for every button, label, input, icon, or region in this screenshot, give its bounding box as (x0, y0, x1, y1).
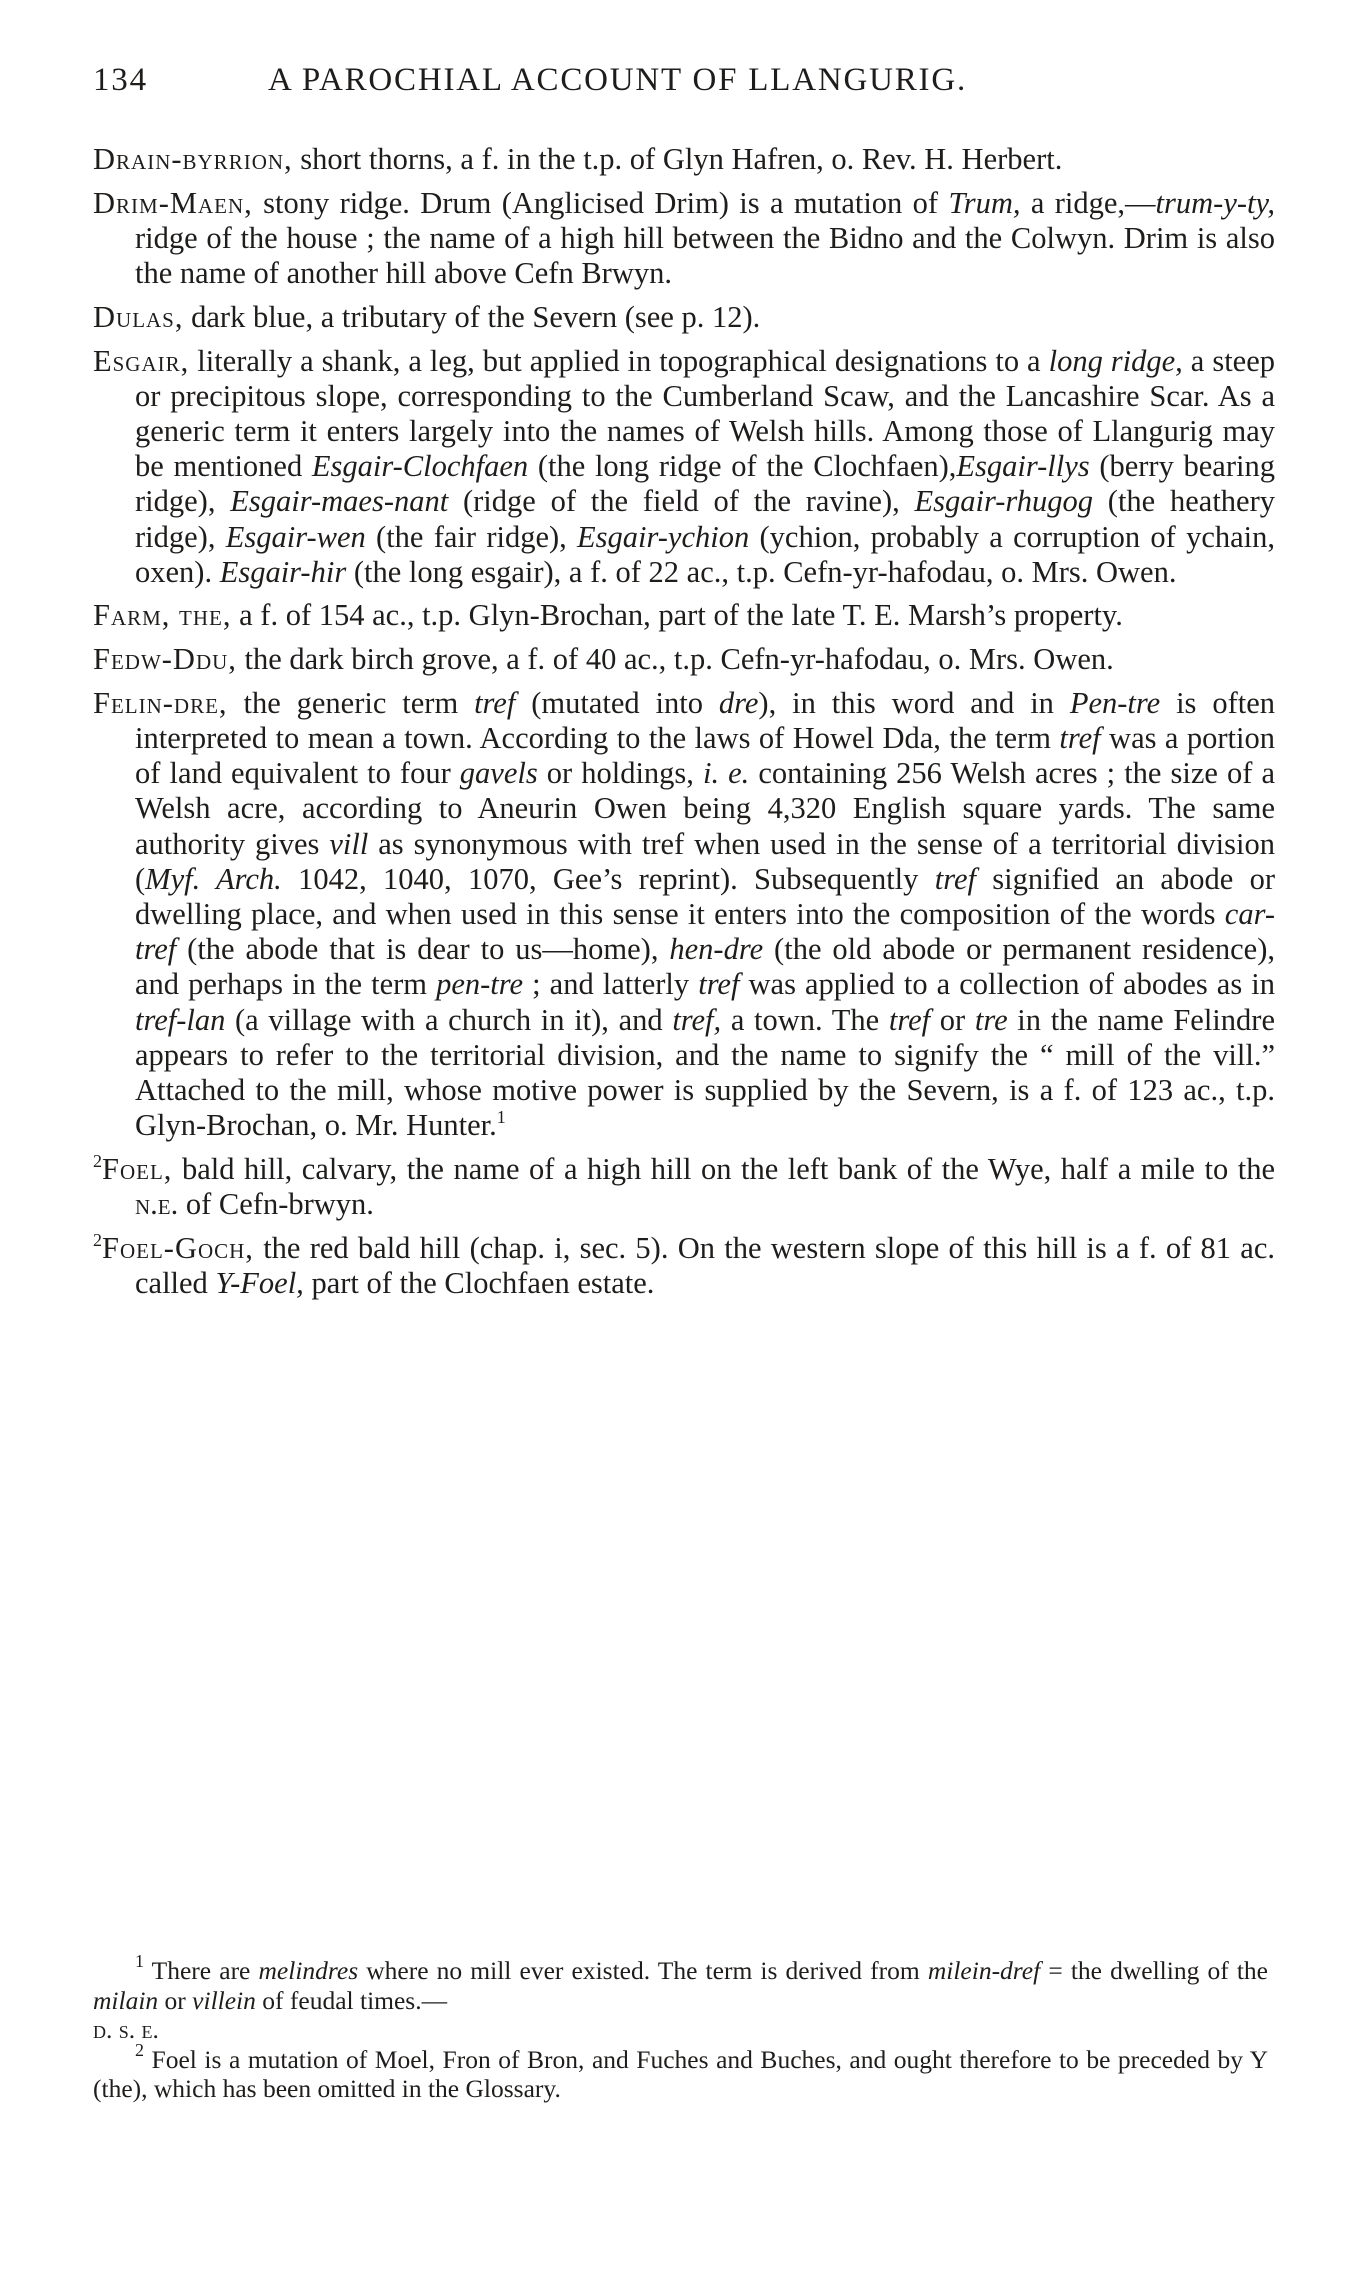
entry-text: was applied to a collection of abodes as in (739, 967, 1276, 1002)
italic-term: Trum, (948, 185, 1021, 220)
italic-term: tre (974, 1002, 1008, 1037)
italic-term: dre (718, 685, 759, 720)
entry-text: (berry bearing ridge), (135, 449, 1275, 519)
footnote-ref: 2 (93, 1150, 102, 1171)
footnote-signature: d. s. e. (93, 2015, 159, 2044)
italic-term: Esgair-Clochfaen (311, 449, 529, 484)
italic-term: long ridge, (1048, 343, 1183, 378)
entry-foel (93, 1152, 1275, 1222)
entry-text: stony ridge. Drum (Anglicised Drim) is a mutation of (252, 185, 949, 220)
entry-foel-goch (93, 1231, 1275, 1301)
italic-term: milain (93, 1985, 159, 2015)
footnote-1 (93, 1951, 1268, 2045)
entry-text: in the name Felindre appears to refer to the territorial division, and the name to signify the “ mill of the vill.” Attached to the mill, whose motive power is supplied by the Severn, is a f. of 123 ac., t.p. Glyn-Brochan, o. Mr. Hunter. (135, 1002, 1275, 1143)
italic-term: Pen-tre (1069, 685, 1161, 720)
italic-term: Esgair-ychion (577, 519, 750, 554)
headword: Drain-byrrion, (93, 142, 293, 176)
italic-term: villein (192, 1985, 256, 2015)
italic-term: hen-dre (669, 932, 764, 967)
headword: Foel, (102, 1151, 173, 1186)
entry-text: (the abode that is dear to us—home), (176, 932, 670, 967)
italic-term: vill (329, 826, 369, 861)
entry-text: (the fair ridge), (365, 519, 578, 554)
italic-term: melindres (258, 1956, 359, 1985)
entry-drim-maen (93, 186, 1275, 292)
entry-text: (the heathery ridge), (135, 484, 1276, 554)
entry-text: (a village with a church in it), and (225, 1002, 673, 1037)
italic-term: Myf. Arch. (145, 861, 282, 896)
italic-term: tref (934, 861, 976, 896)
entry-text: of Cefn-brwyn. (178, 1187, 374, 1222)
italic-term: tref (888, 1002, 931, 1037)
footnote-text: or (158, 1985, 193, 2015)
entry-text: ), in this word and in (758, 685, 1070, 720)
entry-text: part of the Clochfaen estate. (303, 1266, 655, 1301)
footnote-text: of feudal times.— (255, 1985, 448, 2015)
entry-text: (ridge of the field of the ravine), (448, 484, 915, 519)
italic-term: tref (698, 967, 740, 1002)
footnote-ref: 1 (496, 1107, 506, 1128)
entry-text: short thorns, a f. in the t.p. of Glyn Hafren, o. Rev. H. Herbert. (292, 142, 1063, 176)
footnote-text: Foel is a mutation of Moel, Fron of Bron, and Fuches and Buches, and ought therefore to be preceded by Y (the), which has been omitted in the Glossary. (93, 2044, 1268, 2103)
entry-text: literally a shank, a leg, but applied in topographical designations to a (189, 343, 1049, 378)
footnote-2 (93, 2039, 1268, 2104)
headword: Dulas, (93, 299, 184, 334)
entry-dulas (93, 300, 1275, 335)
footnote-text: = the dwelling of the (1040, 1956, 1268, 1985)
footnote-ref: 2 (93, 1229, 102, 1250)
entry-text: the dark birch grove, a f. of 40 ac., t.p. Cefn-yr-hafodau, o. Mrs. Owen. (236, 642, 1114, 677)
italic-term: Esgair-maes-nant (230, 484, 449, 519)
italic-term: car-tref (135, 897, 1275, 967)
entry-text: bald hill, calvary, the name of a high hill on the left bank of the Wye, half a mile to the (172, 1151, 1275, 1186)
entry-text: signified an abode or dwelling place, and when used in this sense it enters into the composition of the words (135, 861, 1275, 932)
entry-text: as synonymous with tref when used in the sense of a territorial division ( (135, 826, 1275, 896)
headword: Fedw-Ddu, (93, 642, 237, 677)
italic-term: trum-y-ty, (1155, 185, 1275, 220)
headword: Felin-dre, (93, 685, 228, 720)
entry-fedw-ddu (93, 642, 1275, 677)
entry-text: ridge of the house ; the name of a high hill between the Bidno and the Colwyn. Drim is also the name of another hill above Cefn Brwyn. (135, 220, 1275, 291)
abbreviation: n.e. (135, 1187, 179, 1222)
italic-term: milein-dref (927, 1956, 1041, 1985)
footnote-text: where no mill ever existed. The term is derived from (358, 1956, 928, 1985)
headword: Foel-Goch, (102, 1230, 254, 1265)
entry-text: (the long esgair), a f. of 22 ac., t.p. Cefn-yr-hafodau, o. Mrs. Owen. (346, 554, 1177, 589)
footnote-text: There are (144, 1956, 259, 1985)
glossary-body (93, 142, 1275, 1310)
entry-esgair (93, 344, 1275, 590)
entry-text: is often interpreted to mean a town. According to the laws of Howel Dda, the term (135, 685, 1275, 756)
footnotes (93, 1951, 1268, 2104)
italic-term: tref (474, 685, 516, 720)
entry-text: (the long ridge of the Clochfaen), (528, 449, 957, 484)
italic-term: Esgair-rhugog (914, 484, 1094, 519)
entry-text: the red bald hill (chap. i, sec. 5). On the western slope of this hill is a f. of 81 ac. called (135, 1230, 1275, 1301)
italic-term: tref, (672, 1002, 722, 1037)
italic-term: gavels (459, 756, 538, 791)
entry-text: the generic term (227, 685, 475, 720)
italic-term: pen-tre (436, 967, 524, 1002)
entry-text: dark blue, a tributary of the Severn (see p. 12). (183, 299, 761, 334)
italic-term: tref (1059, 721, 1101, 756)
running-title: A PAROCHIAL ACCOUNT OF LLANGURIG. (268, 62, 968, 98)
entry-text: or (930, 1002, 975, 1037)
entry-felin-dre (93, 686, 1275, 1144)
entry-text: a town. The (721, 1002, 889, 1037)
entry-text: (ychion, probably a corruption of ychain, oxen). (135, 519, 1275, 589)
headword: Esgair, (93, 343, 190, 378)
entry-text: a f. of 154 ac., t.p. Glyn-Brochan, part of the late T. E. Marsh’s property. (231, 598, 1123, 633)
headword: Farm, the, (93, 598, 232, 633)
italic-term: Esgair-wen (225, 519, 366, 554)
footnote-mark: 2 (135, 2039, 144, 2060)
entry-text: or holdings, (537, 756, 703, 791)
entry-text: containing 256 Welsh acres ; the size of a Welsh acre, according to Aneurin Owen being 4,320 English square yards. The same authority gives (135, 756, 1275, 861)
entry-farm-the (93, 598, 1275, 633)
entry-text: ; and latterly (523, 967, 699, 1002)
headword: Drim-Maen, (93, 185, 253, 220)
entry-drain-byrrion (93, 142, 1275, 177)
entry-text: a ridge,— (1020, 185, 1156, 220)
page-number: 134 (93, 62, 148, 98)
italic-term: Y-Foel, (215, 1266, 304, 1301)
italic-term: Esgair-llys (956, 449, 1090, 484)
entry-text: a steep or precipitous slope, corresponding to the Cumberland Scaw, and the Lancashire Scar. As a generic term it enters largely into the names of Welsh hills. Among those of Llangurig may be mentioned (135, 343, 1275, 484)
entry-text: (mutated into (515, 685, 719, 720)
footnote-mark: 1 (135, 1951, 144, 1971)
entry-text: 1042, 1040, 1070, Gee’s reprint). Subsequently (281, 861, 935, 896)
italic-term: tref-lan (135, 1002, 226, 1037)
entry-text: (the old abode or permanent residence), and perhaps in the term (135, 932, 1275, 1002)
italic-term: Esgair-hir (219, 554, 347, 589)
entry-text: was a portion of land equivalent to four (135, 721, 1275, 791)
running-head (93, 60, 1268, 100)
italic-term: i. e. (702, 756, 750, 791)
